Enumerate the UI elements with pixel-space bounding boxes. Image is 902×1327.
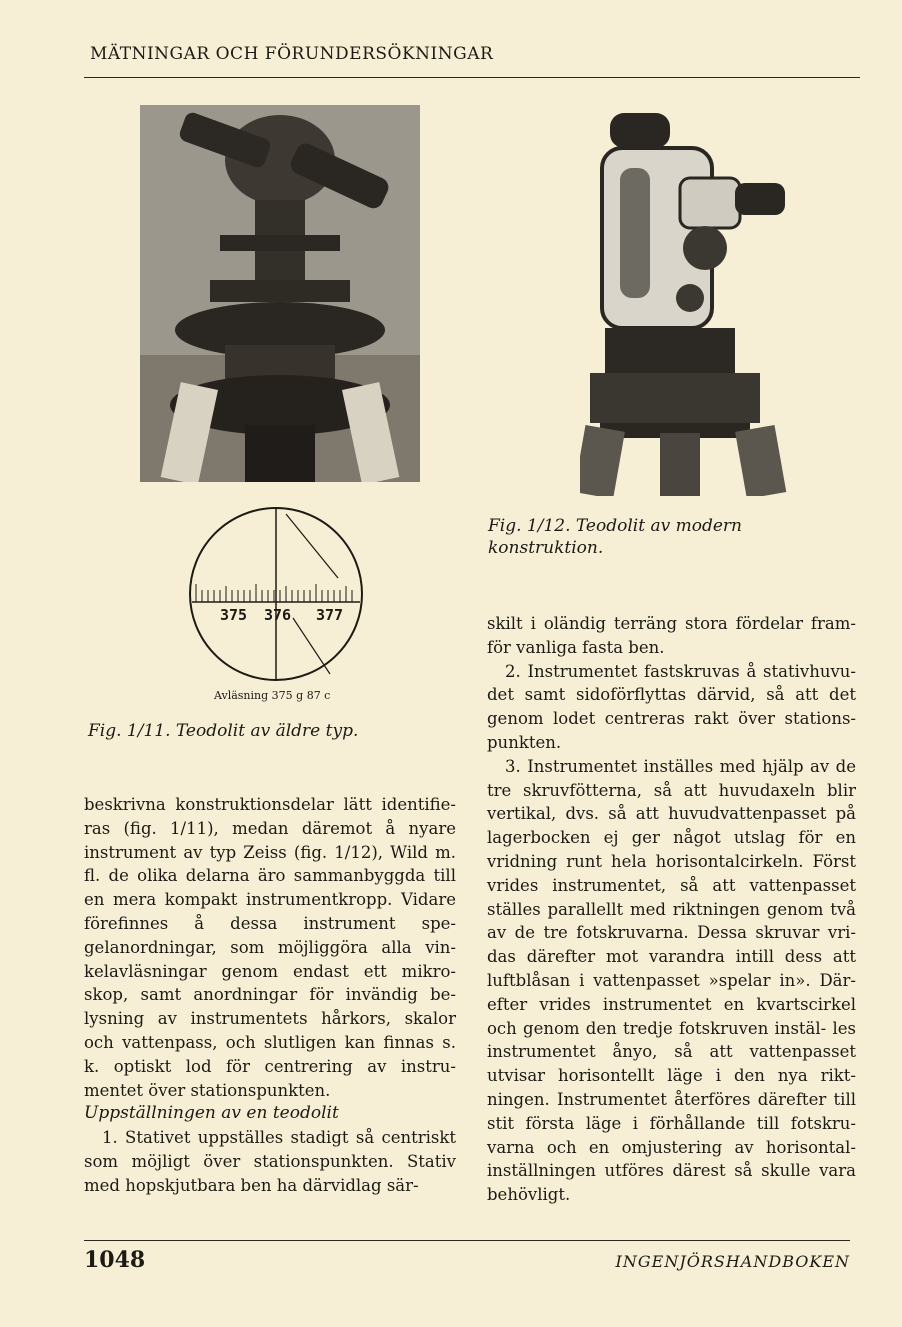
old-theodolite-illustration — [140, 105, 420, 482]
right-column — [487, 612, 856, 1207]
figure-caption-1-11: Fig. 1/11. Teodolit av äldre typ. — [88, 721, 359, 741]
reading-label: Avläsning 375 g 87 c — [214, 689, 331, 702]
top-rule — [84, 77, 860, 78]
page-number: 1048 — [84, 1247, 146, 1273]
paragraph-continuation: skilt i oländig terräng stora fördelar fram- för vanliga fasta ben. — [487, 614, 856, 657]
modern-theodolite-photo — [580, 108, 790, 496]
scale-label-377: 377 — [316, 606, 344, 624]
bottom-rule — [84, 1240, 850, 1241]
left-column — [84, 793, 456, 1198]
list-item-1: 1. Stativet uppställes stadigt så centriskt som möjligt över stationspunkten. Stativ med hopskjutbara ben ha därvidlag sär- — [84, 1128, 456, 1195]
figure-caption-1-12: Fig. 1/12. Teodolit av modern konstruktion. — [488, 516, 742, 558]
list-item-3: 3. Instrumentet inställes med hjälp av de tre skruvfötterna, så att huvudaxeln blir vertikal, dvs. så att huvudvattenpasset på lagerbocken ej ger något utslag för en vridning runt hela horisontalcirkeln. Först vrides instrumentet, så att vattenpasset ställes parallellt med riktningen genom två av de tre fotskruvarna. Dessa skruvar vri- das därefter mot varandra intill dess att luftblåsan i vattenpasset »spelar in». Där- efter vrides instrumentet en kvartscirkel och genom den tredje fotskruven instäl- les instrumentet ånyo, så att vattenpasset utvisar horisontellt läge i den nya rikt- ningen. Instrumentet återföres därefter till stit första läge i förhållande till fotskru- varna och en omjustering av horisontal- inställningen utföres därest så skulle vara behövligt. — [487, 756, 856, 1205]
reading-microscope-reticle — [188, 506, 364, 682]
scale-label-375: 375 — [220, 606, 248, 624]
paragraph-identification: beskrivna konstruktionsdelar lätt identifie- ras (fig. 1/11), medan däremot å nyare instrument av typ Zeiss (fig. 1/12), Wild m. fl. de olika delarna äro sammanbyggda till en mera kompakt instrumentkropp. Vidare förefinnes å dessa instrument spe- gelanordningar, som möjliggöra alla vin- kelavläsningar genom endast ett mikro- skop, samt anordningar för invändig be- lysning av instrumentets hårkors, skalor och vattenpass, och slutligen kan finnas s. k. optiskt lod för centrering av instru- mentet över stationspunkten. — [84, 795, 456, 1100]
modern-theodolite-illustration — [580, 108, 790, 496]
running-head: MÄTNINGAR OCH FÖRUNDERSÖKNINGAR — [90, 44, 494, 64]
book-title: INGENJÖRSHANDBOKEN — [615, 1252, 850, 1271]
old-theodolite-photo — [140, 105, 420, 482]
scale-label-376: 376 — [264, 606, 292, 624]
list-item-2: 2. Instrumentet fastskruvas å stativhuvu- det samt sidoförflyttas därvid, så att det genom lodet centreras rakt över stations- punkten. — [487, 661, 856, 752]
section-subheading: Uppställningen av en teodolit — [84, 1103, 339, 1124]
